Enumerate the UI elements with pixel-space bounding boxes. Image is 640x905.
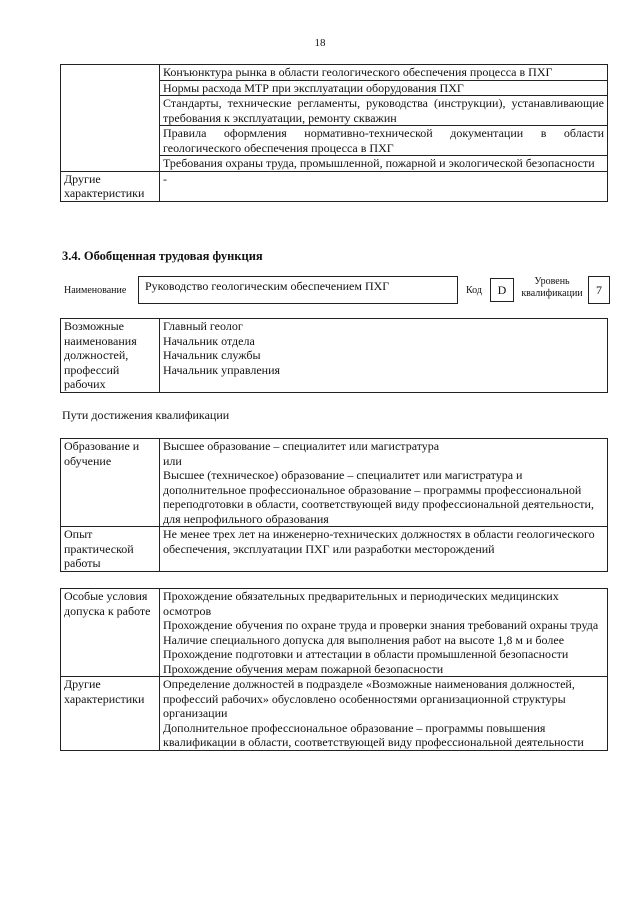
knowledge-item: Конъюнктура рынка в области геологического обеспечения процесса в ПХГ	[163, 65, 553, 79]
table-row	[61, 319, 608, 393]
knowledge-item: Нормы расхода МТР при эксплуатации оборудования ПХГ	[160, 80, 607, 96]
paths-heading: Пути достижения квалификации	[62, 408, 230, 422]
function-name-box	[138, 276, 458, 304]
row-content: Определение должностей в подразделе «Возможные наименования должностей, профессий рабочих» обусловлено особенностями организационной структуры организации Дополнительное профессиональное образование – программы повышения квалификации в области, соответствующей виду профессиональной деятельности	[160, 677, 608, 751]
page-number: 18	[314, 37, 326, 49]
position-item: Начальник управления	[163, 362, 281, 377]
row-content: Прохождение обязательных предварительных и периодических медицинских осмотров Прохождение обучения по охране труда и проверки знания требований охраны труда Наличие специального допуска для выполнения работ на высоте 1,8 м и более Прохождение подготовки и аттестации в области промышленной безопасности Прохождение обучения мерам пожарной безопасности	[160, 589, 608, 677]
code-box	[490, 278, 514, 302]
table-row	[61, 439, 608, 527]
knowledge-item: Правила оформления нормативно-технической документации в области геологического обеспечения процесса в ПХГ	[160, 125, 607, 155]
conditions-table	[60, 588, 608, 751]
section-heading: 3.4. Обобщенная трудовая функция	[62, 249, 263, 263]
position-item: Начальник службы	[163, 348, 261, 362]
row-label: Возможные наименования должностей, профессий рабочих	[61, 319, 160, 393]
knowledge-item: Стандарты, технические регламенты, руководства (инструкции), устанавливающие требования к эксплуатации, ремонту скважин	[160, 95, 607, 125]
table-row	[61, 527, 608, 572]
level-box	[588, 276, 610, 304]
row-content	[160, 65, 608, 172]
level-value: 7	[596, 283, 602, 297]
position-item: Начальник отдела	[163, 333, 255, 348]
row-content: Высшее образование – специалитет или магистратура или Высшее (техническое) образование – специалитет или магистратура и дополнительное профессиональное образование – программы профессиональной переподготовки в области, соответствующей виду профессиональной деятельности, для непрофильного образования	[160, 439, 608, 527]
row-content	[160, 319, 608, 393]
row-content: -	[160, 171, 608, 201]
code-label: Код	[466, 285, 482, 296]
table-row	[61, 171, 608, 201]
table-row	[61, 589, 608, 677]
name-label: Наименование	[64, 285, 127, 296]
row-label: Особые условия допуска к работе	[61, 589, 160, 677]
table-row	[61, 677, 608, 751]
position-item: Главный геолог	[163, 319, 243, 333]
function-name: Руководство геологическим обеспечением ПХГ	[145, 279, 390, 293]
table-row	[61, 65, 608, 172]
knowledge-item: Требования охраны труда, промышленной, пожарной и экологической безопасности	[160, 155, 607, 171]
row-label	[61, 65, 160, 172]
row-content: Не менее трех лет на инженерно-технических должностях в области геологического обеспечения, эксплуатации ПХГ или разработки месторождений	[160, 527, 608, 572]
positions-table	[60, 318, 608, 393]
row-label: Другие характеристики	[61, 171, 160, 201]
code-value: D	[497, 283, 507, 297]
knowledge-table	[60, 64, 608, 202]
level-label: Уровень квалификации	[521, 276, 583, 299]
row-label: Опыт практической работы	[61, 527, 160, 572]
row-label: Образование и обучение	[61, 439, 160, 527]
education-table	[60, 438, 608, 572]
row-label: Другие характеристики	[61, 677, 160, 751]
